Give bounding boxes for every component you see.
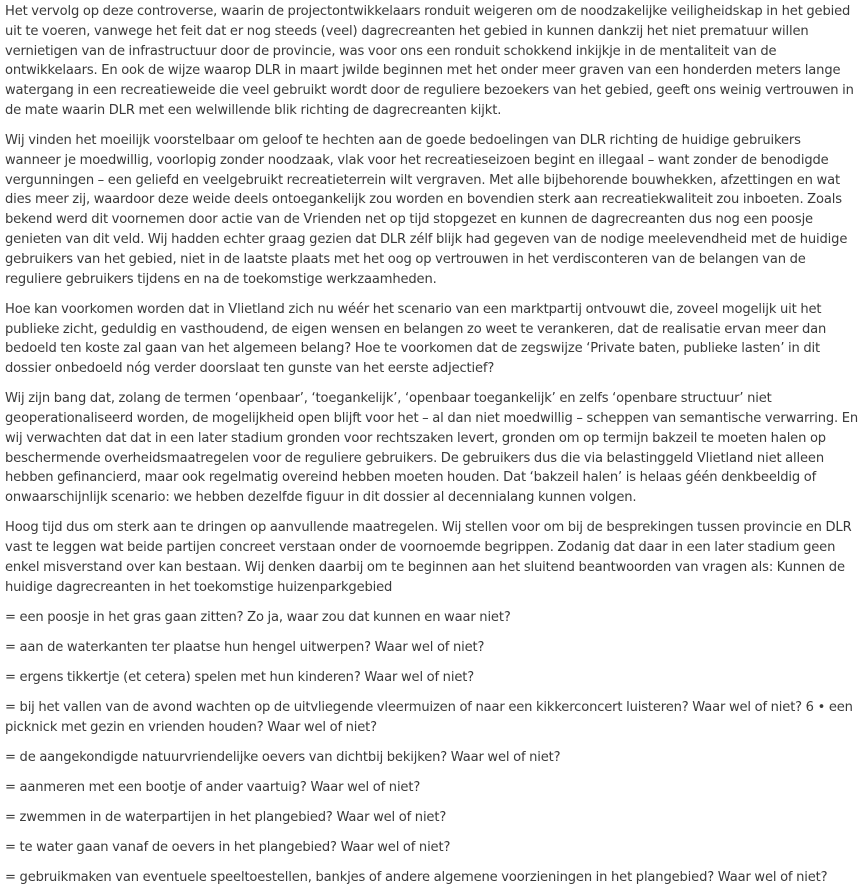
paragraph-bedoelingen-dlr: Wij vinden het moeilijk voorstelbaar om geloof te hechten aan de goede bedoelingen van DLR richting de huidige gebruikers wanneer je moedwillig, voorlopig zonder noodzaak, vlak voor het recreatieseizoen begint en illegaal – want zonder de benodigde vergunningen – een geliefd en veelgebruikt recreatieterrein wilt vergraven. Met alle bijbehorende bouwhekken, afzettingen en wat dies meer zij, waardoor deze weide deels ontoegankelijk zou worden en bovendien sterk aan recreatiekwaliteit zou inboeten. Zoals bekend werd dit voornemen door actie van de Vrienden net op tijd stopgezet en kunnen de dagrecreanten dus nog een poosje genieten van dit veld. Wij hadden echter graag gezien dat DLR zélf blijk had gegeven van de nodige meelevendheid met de huidige gebruikers van het gebied, niet in de laatste plaats met het oog op vertrouwen in het verdisconteren van de belangen van de reguliere gebruikers tijdens en na de toekomstige werkzaamheden.	[5, 133, 848, 287]
question-item: = aan de waterkanten ter plaatse hun hengel uitwerpen? Waar wel of niet?	[5, 639, 485, 655]
article-body	[0, 2, 866, 888]
paragraph-semantische-verwarring: Wij zijn bang dat, zolang de termen ‘openbaar’, ‘toegankelijk’, ‘openbaar toegankelijk’ en zelfs ‘openbare structuur’ niet geoperationaliseerd worden, de mogelijkheid open blijft voor het – al dan niet moedwillig – scheppen van semantische verwarring. En wij verwachten dat dat in een later stadium gronden voor rechtszaken levert, gronden om op termijn bakzeil te moeten halen op beschermende overheidsmaatregelen voor de reguliere gebruikers. De gebruikers dus die via belastinggeld Vlietland niet alleen hebben gefinancierd, maar ook regelmatig overeind hebben moeten houden. Dat ‘bakzeil halen’ is helaas géén denkbeeldig of onwaarschijnlijk scenario: we hebben dezelfde figuur in dit dossier al decennialang kunnen volgen.	[5, 391, 859, 506]
question-item: = de aangekondigde natuurvriendelijke oevers van dichtbij bekijken? Waar wel of niet?	[5, 749, 561, 765]
question-item: = bij het vallen van de avond wachten op de uitvliegende vleermuizen of naar een kikkerconcert luisteren? Waar wel of niet? 6 • een picknick met gezin en vrienden houden? Waar wel of niet?	[5, 700, 853, 735]
question-item: = zwemmen in de waterpartijen in het plangebied? Waar wel of niet?	[5, 810, 447, 826]
question-item: = aanmeren met een bootje of ander vaartuig? Waar wel of niet?	[5, 780, 421, 796]
paragraph-aanvullende-maatregelen: Hoog tijd dus om sterk aan te dringen op aanvullende maatregelen. Wij stellen voor om bij de besprekingen tussen provincie en DLR vast te leggen wat beide partijen concreet verstaan onder de voornoemde begrippen. Zodanig dat daar in een later stadium geen enkel misverstand over kan bestaan. Wij denken daarbij om te beginnen aan het sluitend beantwoorden van vragen als: Kunnen de huidige dagrecreanten in het toekomstige huizenparkgebied	[5, 520, 852, 595]
question-item: = een poosje in het gras gaan zitten? Zo ja, waar zou dat kunnen en waar niet?	[5, 609, 511, 625]
paragraph-controverse: Het vervolg op deze controverse, waarin de projectontwikkelaars ronduit weigeren om de noodzakelijke veiligheidskap in het gebied uit te voeren, vanwege het feit dat er nog steeds (veel) dagrecreanten het gebied in kunnen dankzij het niet prematuur willen vernietigen van de infrastructuur door de provincie, was voor ons een ronduit schokkend inkijkje in de mentaliteit van de ontwikkelaars. En ook de wijze waarop DLR in maart jwilde beginnen met het onder meer graven van een honderden meters lange watergang in een recreatieweide die veel gebruikt wordt door de reguliere bezoekers van het gebied, geeft ons weinig vertrouwen in de mate waarin DLR met een welwillende blik richting de dagrecreanten kijkt.	[5, 4, 854, 118]
question-item: = gebruikmaken van eventuele speeltoestellen, bankjes of andere algemene voorzieningen in het plangebied? Waar wel of niet?	[5, 870, 828, 886]
question-item: = ergens tikkertje (et cetera) spelen met hun kinderen? Waar wel of niet?	[5, 669, 475, 685]
question-item: = te water gaan vanaf de oevers in het plangebied? Waar wel of niet?	[5, 840, 451, 856]
paragraph-marktpartij: Hoe kan voorkomen worden dat in Vlietland zich nu wéér het scenario van een marktpartij ontvouwt die, zoveel mogelijk uit het publieke zicht, geduldig en vasthoudend, de eigen wensen en belangen zo weet te verankeren, dat de realisatie ervan meer dan bedoeld ten koste zal gaan van het algemeen belang? Hoe te voorkomen dat de zegswijze ‘Private baten, publieke lasten’ in dit dossier onbedoeld nóg verder doorslaat ten gunste van het eerste adjectief?	[5, 301, 827, 377]
